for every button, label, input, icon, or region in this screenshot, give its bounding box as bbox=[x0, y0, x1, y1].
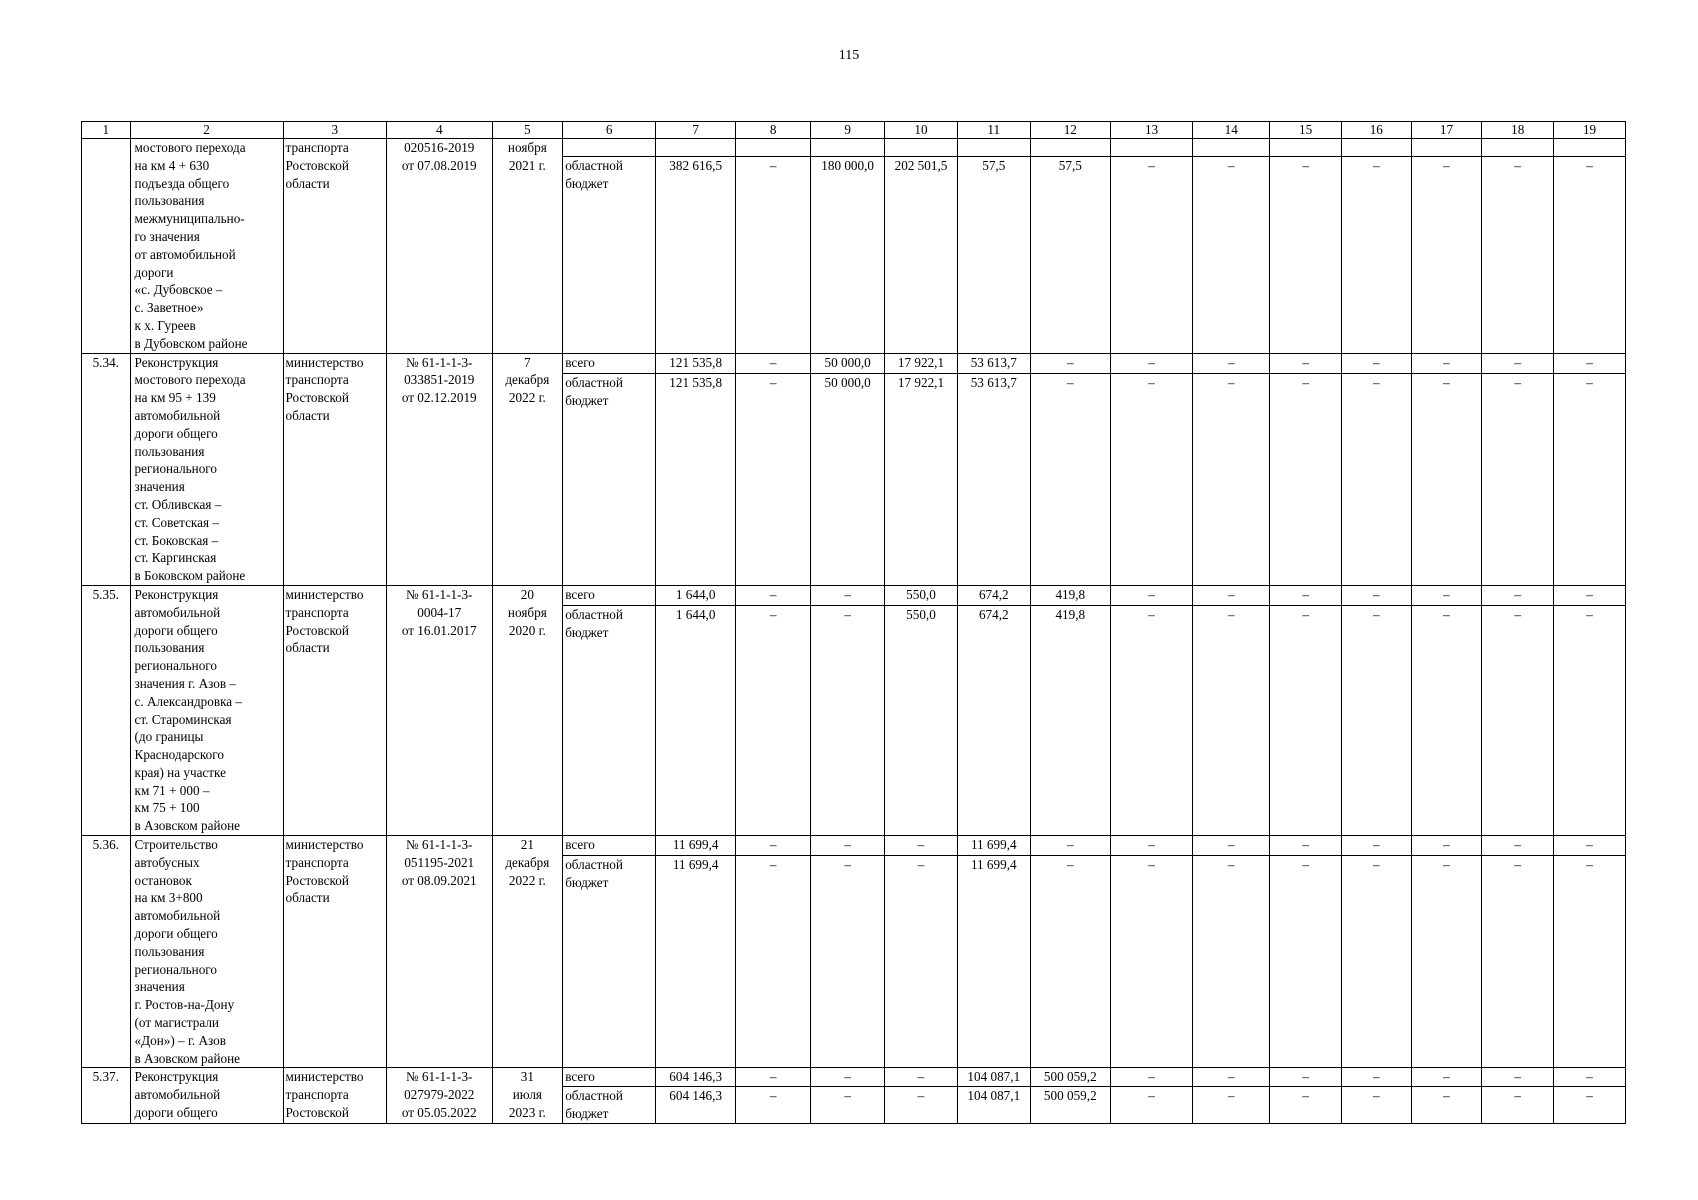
funding-source: областной бюджет bbox=[563, 373, 656, 585]
column-header-3: 3 bbox=[283, 122, 386, 139]
amount-cell: – bbox=[1411, 373, 1482, 585]
amount-cell: – bbox=[1110, 836, 1192, 856]
amount-cell: – bbox=[1341, 157, 1411, 353]
amount-cell: – bbox=[811, 1087, 885, 1124]
amount-cell bbox=[1482, 139, 1554, 157]
amount-cell: 180 000,0 bbox=[811, 157, 885, 353]
column-header-8: 8 bbox=[736, 122, 811, 139]
completion-date: 7 декабря 2022 г. bbox=[492, 353, 563, 585]
object-name: Строительство автобусных остановок на км 3+800 автомобильной дороги общего пользования регионального значения г. Ростов-на-Дону (от магистрали «Дон») – г. Азов в Азовском районе bbox=[130, 836, 283, 1068]
column-header-16: 16 bbox=[1341, 122, 1411, 139]
expertise-document: № 61-1-1-3- 027979-2022 от 05.05.2022 bbox=[386, 1068, 492, 1123]
table-row bbox=[82, 585, 1626, 605]
amount-cell: – bbox=[885, 1087, 958, 1124]
column-header-6: 6 bbox=[563, 122, 656, 139]
amount-cell: 419,8 bbox=[1030, 585, 1110, 605]
amount-cell: 11 699,4 bbox=[656, 836, 736, 856]
amount-cell: – bbox=[1482, 856, 1554, 1068]
amount-cell: – bbox=[1270, 1068, 1342, 1087]
amount-cell: – bbox=[1110, 1068, 1192, 1087]
amount-cell: – bbox=[1193, 836, 1270, 856]
amount-cell: 604 146,3 bbox=[656, 1087, 736, 1124]
amount-cell: – bbox=[1411, 606, 1482, 836]
amount-cell bbox=[1270, 139, 1342, 157]
amount-cell: – bbox=[1110, 1087, 1192, 1124]
amount-cell bbox=[656, 139, 736, 157]
amount-cell: – bbox=[1482, 1087, 1554, 1124]
funding-source: областной бюджет bbox=[563, 157, 656, 353]
amount-cell: 53 613,7 bbox=[957, 353, 1030, 373]
amount-cell: – bbox=[1411, 836, 1482, 856]
amount-cell: – bbox=[1110, 373, 1192, 585]
column-header-5: 5 bbox=[492, 122, 563, 139]
amount-cell: 11 699,4 bbox=[957, 836, 1030, 856]
amount-cell: – bbox=[1482, 836, 1554, 856]
amount-cell: – bbox=[1554, 836, 1626, 856]
object-name: Реконструкция мостового перехода на км 95 + 139 автомобильной дороги общего пользования регионального значения ст. Обливская – ст. Советская – ст. Боковская – ст. Каргинская в Боковском районе bbox=[130, 353, 283, 585]
amount-cell: 1 644,0 bbox=[656, 606, 736, 836]
amount-cell: – bbox=[1554, 1068, 1626, 1087]
amount-cell: 121 535,8 bbox=[656, 353, 736, 373]
amount-cell: – bbox=[1341, 373, 1411, 585]
amount-cell: – bbox=[1193, 373, 1270, 585]
object-name: мостового перехода на км 4 + 630 подъезда общего пользования межмуниципально- го значения от автомобильной дороги «с. Дубовское – с. Заветное» к х. Гуреев в Дубовском районе bbox=[130, 139, 283, 354]
amount-cell: – bbox=[811, 836, 885, 856]
amount-cell: – bbox=[1411, 856, 1482, 1068]
amount-cell: 202 501,5 bbox=[885, 157, 958, 353]
funding-source: всего bbox=[563, 353, 656, 373]
row-number: 5.36. bbox=[82, 836, 131, 1068]
amount-cell: – bbox=[1411, 585, 1482, 605]
amount-cell: – bbox=[736, 1087, 811, 1124]
amount-cell bbox=[957, 139, 1030, 157]
table-body bbox=[82, 139, 1626, 1124]
table-row bbox=[82, 836, 1626, 856]
amount-cell: – bbox=[885, 836, 958, 856]
column-header-1: 1 bbox=[82, 122, 131, 139]
column-header-9: 9 bbox=[811, 122, 885, 139]
amount-cell: – bbox=[1270, 836, 1342, 856]
amount-cell: – bbox=[1110, 353, 1192, 373]
amount-cell: 674,2 bbox=[957, 606, 1030, 836]
amount-cell: – bbox=[811, 856, 885, 1068]
amount-cell: – bbox=[1554, 585, 1626, 605]
funding-source: всего bbox=[563, 1068, 656, 1087]
row-number: 5.35. bbox=[82, 585, 131, 835]
column-header-14: 14 bbox=[1193, 122, 1270, 139]
completion-date: 20 ноября 2020 г. bbox=[492, 585, 563, 835]
responsible-agency: министерство транспорта Ростовской области bbox=[283, 353, 386, 585]
amount-cell: – bbox=[1193, 1068, 1270, 1087]
amount-cell: – bbox=[1554, 353, 1626, 373]
expertise-document: № 61-1-1-3- 033851-2019 от 02.12.2019 bbox=[386, 353, 492, 585]
amount-cell: – bbox=[1270, 1087, 1342, 1124]
column-header-4: 4 bbox=[386, 122, 492, 139]
amount-cell: 17 922,1 bbox=[885, 353, 958, 373]
column-header-7: 7 bbox=[656, 122, 736, 139]
amount-cell: – bbox=[1110, 585, 1192, 605]
amount-cell: 104 087,1 bbox=[957, 1087, 1030, 1124]
expertise-document: 020516-2019 от 07.08.2019 bbox=[386, 139, 492, 354]
amount-cell: 500 059,2 bbox=[1030, 1087, 1110, 1124]
amount-cell: – bbox=[811, 606, 885, 836]
amount-cell: – bbox=[811, 585, 885, 605]
amount-cell bbox=[1554, 139, 1626, 157]
funding-source: областной бюджет bbox=[563, 1087, 656, 1124]
responsible-agency: министерство транспорта Ростовской области bbox=[283, 836, 386, 1068]
responsible-agency: министерство транспорта Ростовской области bbox=[283, 585, 386, 835]
amount-cell: – bbox=[1193, 157, 1270, 353]
amount-cell: 674,2 bbox=[957, 585, 1030, 605]
amount-cell: – bbox=[736, 373, 811, 585]
column-header-18: 18 bbox=[1482, 122, 1554, 139]
amount-cell bbox=[885, 139, 958, 157]
amount-cell: – bbox=[736, 157, 811, 353]
amount-cell: – bbox=[1411, 157, 1482, 353]
column-header-11: 11 bbox=[957, 122, 1030, 139]
amount-cell: – bbox=[1270, 856, 1342, 1068]
row-number bbox=[82, 139, 131, 354]
amount-cell: – bbox=[1554, 606, 1626, 836]
row-number: 5.34. bbox=[82, 353, 131, 585]
amount-cell bbox=[1193, 139, 1270, 157]
object-name: Реконструкция автомобильной дороги общего bbox=[130, 1068, 283, 1123]
amount-cell: – bbox=[1193, 353, 1270, 373]
row-number: 5.37. bbox=[82, 1068, 131, 1123]
amount-cell: – bbox=[1110, 157, 1192, 353]
table-row bbox=[82, 353, 1626, 373]
column-header-17: 17 bbox=[1411, 122, 1482, 139]
responsible-agency: транспорта Ростовской области bbox=[283, 139, 386, 354]
amount-cell: – bbox=[1270, 606, 1342, 836]
amount-cell: – bbox=[1482, 585, 1554, 605]
amount-cell: – bbox=[1341, 606, 1411, 836]
amount-cell bbox=[1030, 139, 1110, 157]
amount-cell: – bbox=[1482, 157, 1554, 353]
completion-date: 21 декабря 2022 г. bbox=[492, 836, 563, 1068]
column-header-2: 2 bbox=[130, 122, 283, 139]
amount-cell: – bbox=[1030, 836, 1110, 856]
amount-cell: – bbox=[1341, 353, 1411, 373]
column-number-row bbox=[82, 122, 1626, 139]
amount-cell bbox=[1341, 139, 1411, 157]
responsible-agency: министерство транспорта Ростовской bbox=[283, 1068, 386, 1123]
amount-cell: – bbox=[1030, 353, 1110, 373]
amount-cell: – bbox=[1411, 1087, 1482, 1124]
amount-cell: 550,0 bbox=[885, 585, 958, 605]
funding-source: всего bbox=[563, 585, 656, 605]
amount-cell: 500 059,2 bbox=[1030, 1068, 1110, 1087]
expertise-document: № 61-1-1-3- 0004-17 от 16.01.2017 bbox=[386, 585, 492, 835]
amount-cell: – bbox=[736, 836, 811, 856]
amount-cell: – bbox=[1270, 585, 1342, 605]
budget-table bbox=[81, 121, 1626, 1124]
column-header-12: 12 bbox=[1030, 122, 1110, 139]
amount-cell: – bbox=[1270, 353, 1342, 373]
amount-cell: – bbox=[1030, 373, 1110, 585]
amount-cell: – bbox=[885, 856, 958, 1068]
completion-date: 31 июля 2023 г. bbox=[492, 1068, 563, 1123]
amount-cell: – bbox=[1411, 1068, 1482, 1087]
page-number: 115 bbox=[838, 48, 860, 63]
amount-cell: 104 087,1 bbox=[957, 1068, 1030, 1087]
column-header-15: 15 bbox=[1270, 122, 1342, 139]
funding-source: областной бюджет bbox=[563, 606, 656, 836]
amount-cell: – bbox=[1341, 585, 1411, 605]
table-row bbox=[82, 1068, 1626, 1087]
amount-cell: – bbox=[736, 856, 811, 1068]
amount-cell: – bbox=[1411, 353, 1482, 373]
amount-cell bbox=[1411, 139, 1482, 157]
amount-cell: 382 616,5 bbox=[656, 157, 736, 353]
amount-cell: – bbox=[1482, 353, 1554, 373]
funding-source bbox=[563, 139, 656, 157]
amount-cell: – bbox=[1341, 1068, 1411, 1087]
column-header-10: 10 bbox=[885, 122, 958, 139]
amount-cell: – bbox=[736, 585, 811, 605]
amount-cell: 419,8 bbox=[1030, 606, 1110, 836]
amount-cell: – bbox=[1482, 606, 1554, 836]
amount-cell: – bbox=[1341, 1087, 1411, 1124]
amount-cell: – bbox=[736, 1068, 811, 1087]
amount-cell: – bbox=[1341, 836, 1411, 856]
amount-cell: – bbox=[736, 353, 811, 373]
amount-cell: – bbox=[1193, 856, 1270, 1068]
amount-cell: – bbox=[1554, 157, 1626, 353]
amount-cell: – bbox=[1193, 1087, 1270, 1124]
amount-cell: 11 699,4 bbox=[957, 856, 1030, 1068]
amount-cell: – bbox=[1270, 157, 1342, 353]
amount-cell: – bbox=[811, 1068, 885, 1087]
amount-cell: – bbox=[736, 606, 811, 836]
amount-cell: 50 000,0 bbox=[811, 373, 885, 585]
amount-cell: – bbox=[1554, 856, 1626, 1068]
amount-cell: 604 146,3 bbox=[656, 1068, 736, 1087]
amount-cell: – bbox=[885, 1068, 958, 1087]
amount-cell: 53 613,7 bbox=[957, 373, 1030, 585]
amount-cell: – bbox=[1193, 606, 1270, 836]
amount-cell: – bbox=[1482, 373, 1554, 585]
completion-date: ноября 2021 г. bbox=[492, 139, 563, 354]
column-header-13: 13 bbox=[1110, 122, 1192, 139]
funding-source: областной бюджет bbox=[563, 856, 656, 1068]
table-row bbox=[82, 139, 1626, 157]
amount-cell: – bbox=[1554, 1087, 1626, 1124]
amount-cell: 57,5 bbox=[957, 157, 1030, 353]
amount-cell: 1 644,0 bbox=[656, 585, 736, 605]
amount-cell: – bbox=[1554, 373, 1626, 585]
amount-cell: – bbox=[1482, 1068, 1554, 1087]
amount-cell: 550,0 bbox=[885, 606, 958, 836]
amount-cell bbox=[811, 139, 885, 157]
amount-cell: 50 000,0 bbox=[811, 353, 885, 373]
amount-cell: 121 535,8 bbox=[656, 373, 736, 585]
amount-cell: 57,5 bbox=[1030, 157, 1110, 353]
amount-cell: – bbox=[1193, 585, 1270, 605]
amount-cell: – bbox=[1270, 373, 1342, 585]
expertise-document: № 61-1-1-3- 051195-2021 от 08.09.2021 bbox=[386, 836, 492, 1068]
amount-cell bbox=[736, 139, 811, 157]
amount-cell: – bbox=[1341, 856, 1411, 1068]
amount-cell: 17 922,1 bbox=[885, 373, 958, 585]
amount-cell: – bbox=[1110, 856, 1192, 1068]
amount-cell: – bbox=[1110, 606, 1192, 836]
amount-cell bbox=[1110, 139, 1192, 157]
amount-cell: 11 699,4 bbox=[656, 856, 736, 1068]
funding-source: всего bbox=[563, 836, 656, 856]
object-name: Реконструкция автомобильной дороги общего пользования регионального значения г. Азов – с. Александровка – ст. Староминская (до границы Краснодарского края) на участке км 71 + 000 – км 75 + 100 в Азовском районе bbox=[130, 585, 283, 835]
amount-cell: – bbox=[1030, 856, 1110, 1068]
column-header-19: 19 bbox=[1554, 122, 1626, 139]
